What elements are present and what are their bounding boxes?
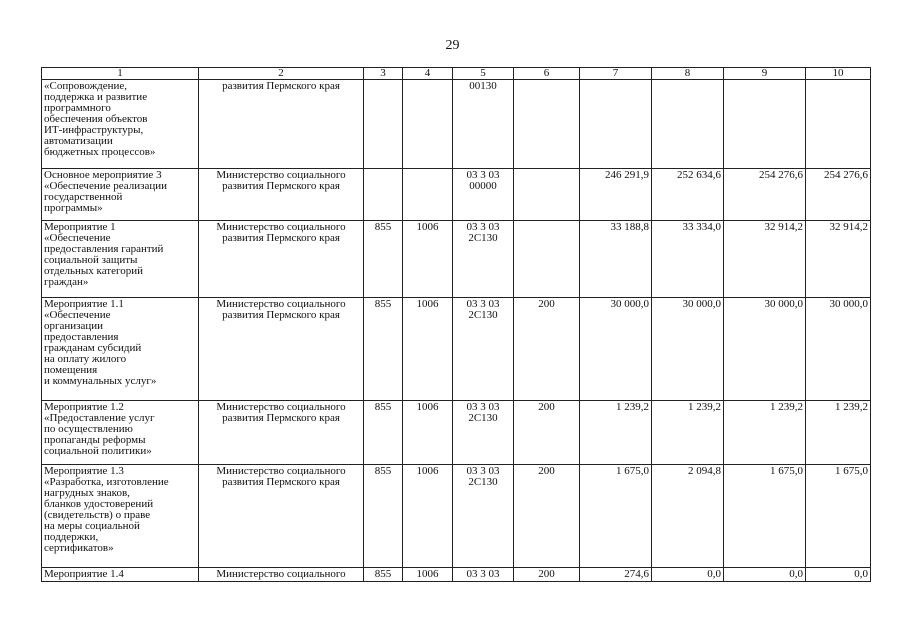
amount-cell: 30 000,0	[724, 298, 806, 401]
measure-name-cell: Мероприятие 1.1 «Обеспечение организации предоставления гражданам субсидий на оплату жилого помещения и коммунальных услуг»	[42, 298, 199, 401]
amount-cell: 1 675,0	[580, 465, 652, 568]
amount-cell: 252 634,6	[652, 169, 724, 221]
table-row	[42, 221, 871, 298]
section-cell: 1006	[403, 401, 453, 465]
table-row	[42, 169, 871, 221]
section-cell	[403, 80, 453, 169]
table-row	[42, 401, 871, 465]
expense-type-cell: 200	[514, 465, 580, 568]
expense-type-cell: 200	[514, 298, 580, 401]
column-header: 6	[514, 68, 580, 80]
amount-cell: 33 188,8	[580, 221, 652, 298]
section-cell	[403, 169, 453, 221]
amount-cell: 0,0	[806, 568, 871, 582]
executor-cell: Министерство социального	[199, 568, 364, 582]
executor-cell: Министерство социального развития Пермского края	[199, 465, 364, 568]
column-header: 4	[403, 68, 453, 80]
grbs-cell	[364, 169, 403, 221]
target-article-cell: 03 3 03 2С130	[453, 298, 514, 401]
amount-cell: 0,0	[724, 568, 806, 582]
amount-cell: 32 914,2	[724, 221, 806, 298]
executor-cell: Министерство социального развития Пермского края	[199, 169, 364, 221]
amount-cell	[806, 80, 871, 169]
measure-name-cell: Мероприятие 1 «Обеспечение предоставления гарантий социальной защиты отдельных категорий граждан»	[42, 221, 199, 298]
grbs-cell: 855	[364, 568, 403, 582]
target-article-cell: 03 3 03 2С130	[453, 465, 514, 568]
amount-cell	[652, 80, 724, 169]
amount-cell: 32 914,2	[806, 221, 871, 298]
section-cell: 1006	[403, 221, 453, 298]
executor-cell: Министерство социального развития Пермского края	[199, 401, 364, 465]
amount-cell: 1 675,0	[724, 465, 806, 568]
grbs-cell: 855	[364, 465, 403, 568]
amount-cell: 1 239,2	[580, 401, 652, 465]
amount-cell: 1 239,2	[806, 401, 871, 465]
expense-type-cell	[514, 221, 580, 298]
executor-cell: развития Пермского края	[199, 80, 364, 169]
target-article-cell: 03 3 03	[453, 568, 514, 582]
amount-cell: 1 239,2	[724, 401, 806, 465]
expense-type-cell	[514, 80, 580, 169]
column-header: 8	[652, 68, 724, 80]
grbs-cell: 855	[364, 401, 403, 465]
grbs-cell: 855	[364, 221, 403, 298]
column-header: 10	[806, 68, 871, 80]
amount-cell: 1 675,0	[806, 465, 871, 568]
amount-cell	[580, 80, 652, 169]
amount-cell: 274,6	[580, 568, 652, 582]
expense-type-cell	[514, 169, 580, 221]
measure-name-cell: Мероприятие 1.2 «Предоставление услуг по осуществлению пропаганды реформы социальной политики»	[42, 401, 199, 465]
amount-cell: 246 291,9	[580, 169, 652, 221]
measure-name-cell: Мероприятие 1.3 «Разработка, изготовление нагрудных знаков, бланков удостоверений (свидетельств) о праве на меры социальной поддержки, сертификатов»	[42, 465, 199, 568]
amount-cell: 254 276,6	[724, 169, 806, 221]
amount-cell: 0,0	[652, 568, 724, 582]
table-row	[42, 568, 871, 582]
expense-type-cell: 200	[514, 401, 580, 465]
amount-cell: 30 000,0	[806, 298, 871, 401]
column-header: 1	[42, 68, 199, 80]
executor-cell: Министерство социального развития Пермского края	[199, 221, 364, 298]
amount-cell: 254 276,6	[806, 169, 871, 221]
amount-cell	[724, 80, 806, 169]
grbs-cell: 855	[364, 298, 403, 401]
header-row	[42, 68, 871, 80]
section-cell: 1006	[403, 298, 453, 401]
target-article-cell: 03 3 03 2С130	[453, 401, 514, 465]
target-article-cell: 03 3 03 00000	[453, 169, 514, 221]
amount-cell: 1 239,2	[652, 401, 724, 465]
measure-name-cell: «Сопровождение, поддержка и развитие программного обеспечения объектов ИТ-инфраструктуры, автоматизации бюджетных процессов»	[42, 80, 199, 169]
column-header: 9	[724, 68, 806, 80]
target-article-cell: 03 3 03 2С130	[453, 221, 514, 298]
executor-cell: Министерство социального развития Пермского края	[199, 298, 364, 401]
column-header: 7	[580, 68, 652, 80]
measure-name-cell: Мероприятие 1.4	[42, 568, 199, 582]
target-article-cell: 00130	[453, 80, 514, 169]
amount-cell: 2 094,8	[652, 465, 724, 568]
column-header: 2	[199, 68, 364, 80]
page-number: 29	[445, 38, 460, 53]
measure-name-cell: Основное мероприятие 3 «Обеспечение реализации государственной программы»	[42, 169, 199, 221]
amount-cell: 30 000,0	[652, 298, 724, 401]
column-header: 3	[364, 68, 403, 80]
table-row	[42, 80, 871, 169]
amount-cell: 33 334,0	[652, 221, 724, 298]
grbs-cell	[364, 80, 403, 169]
amount-cell: 30 000,0	[580, 298, 652, 401]
section-cell: 1006	[403, 568, 453, 582]
column-header: 5	[453, 68, 514, 80]
table-row	[42, 298, 871, 401]
section-cell: 1006	[403, 465, 453, 568]
expense-type-cell: 200	[514, 568, 580, 582]
table-row	[42, 465, 871, 568]
budget-table	[41, 67, 871, 582]
